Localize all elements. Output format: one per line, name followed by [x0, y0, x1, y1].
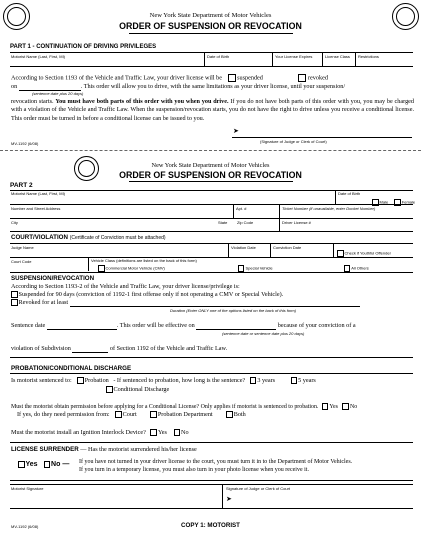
label-street: Number and Street Address: [11, 206, 61, 211]
if-probation-label: - If sentenced to probation, how long is the sentence?: [113, 377, 246, 384]
label-zip: Zip Code: [237, 220, 254, 225]
date-hint: (sentence date plus 20 days): [32, 91, 84, 96]
divider: [204, 52, 205, 66]
duration-input[interactable]: [70, 299, 360, 307]
duration-hint: Duration (Enter ONLY one of the options listed on the back of this form): [170, 308, 297, 313]
form-title-part2: ORDER OF SUSPENSION OR REVOCATION: [119, 170, 302, 180]
label-city: City: [11, 220, 18, 225]
surrender-yes-checkbox[interactable]: [18, 461, 25, 468]
field-motorist-name: Motorist Name (Last, First, MI): [11, 54, 66, 59]
permission-yes-label: Yes: [329, 404, 338, 410]
part1-paragraph: [11, 98, 414, 123]
3-years-label: 3 years: [257, 377, 276, 384]
surrender-yes-label: Yes: [25, 461, 38, 469]
label-violation-date: Violation Date: [231, 245, 256, 250]
suspended-checkbox[interactable]: [228, 74, 236, 82]
part2-heading: PART 2: [10, 182, 33, 189]
effective-date-input[interactable]: [196, 322, 276, 330]
on-label: on: [11, 83, 18, 90]
divider: [322, 52, 323, 66]
part1-heading: PART 1 - CONTINUATION OF DRIVING PRIVILEGES: [10, 44, 157, 50]
of-section-label: of Section 1192 of the Vehicle and Traffic Law.: [109, 345, 228, 352]
label-license-no: Driver License #: [282, 220, 311, 225]
signature-arrow-icon: ➤: [233, 127, 239, 135]
rule: [10, 357, 413, 358]
revoked-least-checkbox[interactable]: [11, 299, 18, 306]
permission-no-label: No: [349, 404, 358, 410]
rule: [10, 480, 413, 481]
permission-no-checkbox[interactable]: [342, 403, 349, 410]
surrender-options: [18, 461, 69, 468]
signature-bottom-rule: [10, 508, 413, 509]
signature-arrow-icon: ➤: [226, 495, 232, 503]
signature-line-top[interactable]: [232, 137, 412, 138]
suspended-label: suspended: [237, 74, 263, 82]
signature-label-top: (Signature of Judge or Clerk of Court): [260, 139, 327, 144]
divider: [333, 243, 334, 257]
probation-heading: PROBATION/CONDITIONAL DISCHARGE: [11, 365, 132, 372]
surrender-text-1: If you have not turned in your driver license to the court, you must turn it in to the Department of Motor Vehicles.: [79, 459, 353, 465]
iid-yes-checkbox[interactable]: [150, 429, 157, 436]
probation-checkbox[interactable]: [77, 377, 84, 384]
cmv-checkbox[interactable]: [98, 265, 105, 272]
license-surrender-question: — Has the motorist surrendered his/her license: [80, 446, 197, 453]
youthful-row: [337, 250, 391, 257]
form-number-bottom: MV-1192 (6/08): [11, 524, 39, 529]
agency-name-top: New York State Department of Motor Vehicles: [149, 12, 272, 19]
5-years-checkbox[interactable]: [291, 377, 298, 384]
probation-dept-label: Probation Department: [157, 411, 213, 418]
revoked-least-label: Revoked for at least: [18, 299, 69, 306]
surrender-no-label: No: [51, 461, 61, 469]
field-restrictions: Restrictions: [358, 54, 379, 59]
part1-intro-text: According to Section 1193 of the Vehicle and Traffic Law, your driver license will be: [11, 74, 223, 82]
divider: [355, 52, 356, 66]
sentence-date-input[interactable]: [47, 322, 117, 330]
because-label: because of your conviction of a: [277, 322, 356, 329]
violation-of-label: violation of Subdivision: [11, 345, 71, 352]
agency-name-part2: New York State Department of Motor Vehicles: [151, 162, 270, 169]
label-state: State: [218, 220, 228, 225]
rule: [10, 257, 413, 258]
rule: [10, 204, 413, 205]
suspended-90-label: Suspended for 90 days (conviction of 1192-1 first offense only if not operating a CMV or Special Vehicle).: [18, 291, 284, 298]
part1-continue-text: . This order will allow you to drive, with the same limitations as your driver license, until your suspension/: [80, 83, 346, 90]
divider: [222, 484, 223, 508]
youthful-label: Check if Youthful Offender: [344, 250, 391, 256]
male-label: Male: [379, 199, 389, 205]
iid-no-label: No: [181, 429, 189, 436]
court-label: Court: [122, 411, 137, 418]
special-vehicle-label: Special Vehicle: [245, 265, 273, 271]
motorist-signature-label: Motorist Signature: [11, 486, 44, 491]
court-heading-row: [11, 234, 166, 241]
divider: [233, 204, 234, 218]
iid-row: [11, 429, 189, 437]
field-dob: Date of Birth: [207, 54, 230, 59]
probation-dept-checkbox[interactable]: [150, 411, 157, 418]
probation-label: Probation: [84, 377, 109, 384]
all-others-checkbox[interactable]: [344, 265, 351, 272]
divider: [270, 243, 271, 257]
label-vehicle-class: Vehicle Class (definitions are listed on the back of this form): [91, 258, 197, 263]
suspension-intro: According to Section 1193-2 of the Vehicle and Traffic Law, your driver license/privilege is:: [11, 283, 240, 290]
all-others-label: All Others: [351, 265, 369, 271]
license-surrender-heading: LICENSE SURRENDER: [11, 446, 79, 453]
sentenced-label: Is motorist sentenced to:: [11, 377, 72, 384]
motorist-signature-line[interactable]: [10, 484, 413, 485]
part1-starts-text: revocation starts.: [11, 98, 54, 105]
label-ticket: Ticket Number (if unavailable, enter Docket Number): [282, 206, 376, 211]
if-yes-row: [17, 411, 246, 419]
part1-rest-text: If you do not have both parts of this order with you, you may be charged with a violation of the Vehicle and Traffic Law. When the suspension/revocation starts, you do not have the right to drive unless you receive a conditional license. This order must be turned in before a conditional license can be issued to you.: [11, 98, 415, 122]
judge-signature-label: Signature of Judge or Clerk of Court: [226, 486, 291, 491]
sentence-row: [11, 322, 416, 330]
conditional-discharge-label: Conditional Discharge: [113, 386, 170, 393]
cmv-label: Commercial Motor Vehicle (CMV): [105, 265, 165, 271]
surrender-no-checkbox[interactable]: [44, 461, 51, 468]
label-judge: Judge Name: [11, 245, 34, 250]
suspension-heading: SUSPENSION/REVOCATION: [11, 275, 95, 282]
revoked-checkbox[interactable]: [298, 74, 306, 82]
form-number-top: MV-1192 (6/08): [11, 141, 39, 146]
label-apt: Apt. #: [236, 206, 247, 211]
part1-line1: [11, 74, 413, 83]
court-checkbox[interactable]: [115, 411, 122, 418]
violation-row: [11, 345, 227, 353]
if-yes-label: If yes, do they need permission from:: [17, 411, 110, 418]
permission-question: Must the motorist obtain permission before applying for a Conditional License? Only applies if motorist is sentenced to probation.: [11, 404, 319, 410]
female-label: Female: [401, 199, 416, 205]
divider: [279, 218, 280, 231]
divider: [88, 257, 89, 271]
subdivision-input[interactable]: [72, 345, 108, 353]
court-note: (Certificate of Conviction must be attached): [69, 235, 166, 241]
label-motorist-name: Motorist Name (Last, First, MI): [11, 191, 66, 196]
iid-yes-label: Yes: [157, 429, 167, 436]
rule: [10, 218, 413, 219]
field-license-expires: Your License Expires: [275, 54, 313, 59]
surrender-dash: —: [62, 461, 70, 469]
divider: [279, 204, 280, 218]
3-years-checkbox[interactable]: [250, 377, 257, 384]
5-years-label: 5 years: [298, 377, 316, 384]
conditional-discharge-checkbox[interactable]: [106, 386, 113, 393]
suspended-90-checkbox[interactable]: [11, 291, 18, 298]
revoked-label: revoked: [307, 74, 328, 82]
permission-yes-checkbox[interactable]: [322, 403, 329, 410]
part1-bold-text: You must have both parts of this order with you when you drive.: [55, 98, 229, 105]
form-title-top: ORDER OF SUSPENSION OR REVOCATION: [119, 21, 302, 31]
revoked-least-row: [11, 299, 360, 307]
rule: [10, 272, 413, 273]
field-license-class: License Class: [325, 54, 350, 59]
divider: [335, 190, 336, 204]
both-checkbox[interactable]: [226, 411, 233, 418]
divider: [272, 52, 273, 66]
sentenced-row: [11, 377, 416, 385]
label-court-code: Court Code: [11, 259, 32, 264]
rule: [10, 373, 413, 374]
divider: [228, 243, 229, 257]
surrender-text-2: If you turn in a temporary license, you must also turn in your photo license when you receive it.: [79, 467, 309, 473]
label-dob: Date of Birth: [338, 191, 361, 196]
title-underline-part2: [129, 181, 293, 182]
part1-rule: [10, 52, 413, 53]
iid-question: Must the motorist install an Ignition Interlock Device?: [11, 429, 146, 436]
rule: [10, 231, 413, 232]
special-vehicle-checkbox[interactable]: [238, 265, 245, 272]
cut-line: [0, 150, 421, 151]
license-surrender-row: [11, 446, 197, 453]
label-conviction-date: Conviction Date: [273, 245, 302, 250]
rule: [10, 243, 413, 244]
both-label: Both: [233, 411, 246, 418]
iid-no-checkbox[interactable]: [174, 429, 181, 436]
effective-hint: (sentence date or sentence date plus 20 days): [222, 331, 305, 336]
sentence-date-label: Sentence date: [11, 322, 46, 329]
court-heading: COURT/VIOLATION: [11, 234, 68, 241]
vclass-options: [98, 265, 413, 272]
youthful-checkbox[interactable]: [337, 250, 344, 257]
copy-label: COPY 1: MOTORIST: [181, 522, 240, 529]
title-underline-top: [129, 33, 293, 34]
effective-label: . This order will be effective on: [116, 322, 195, 329]
rule: [10, 442, 413, 443]
conditional-discharge-row: [106, 386, 169, 394]
rule: [10, 66, 413, 67]
